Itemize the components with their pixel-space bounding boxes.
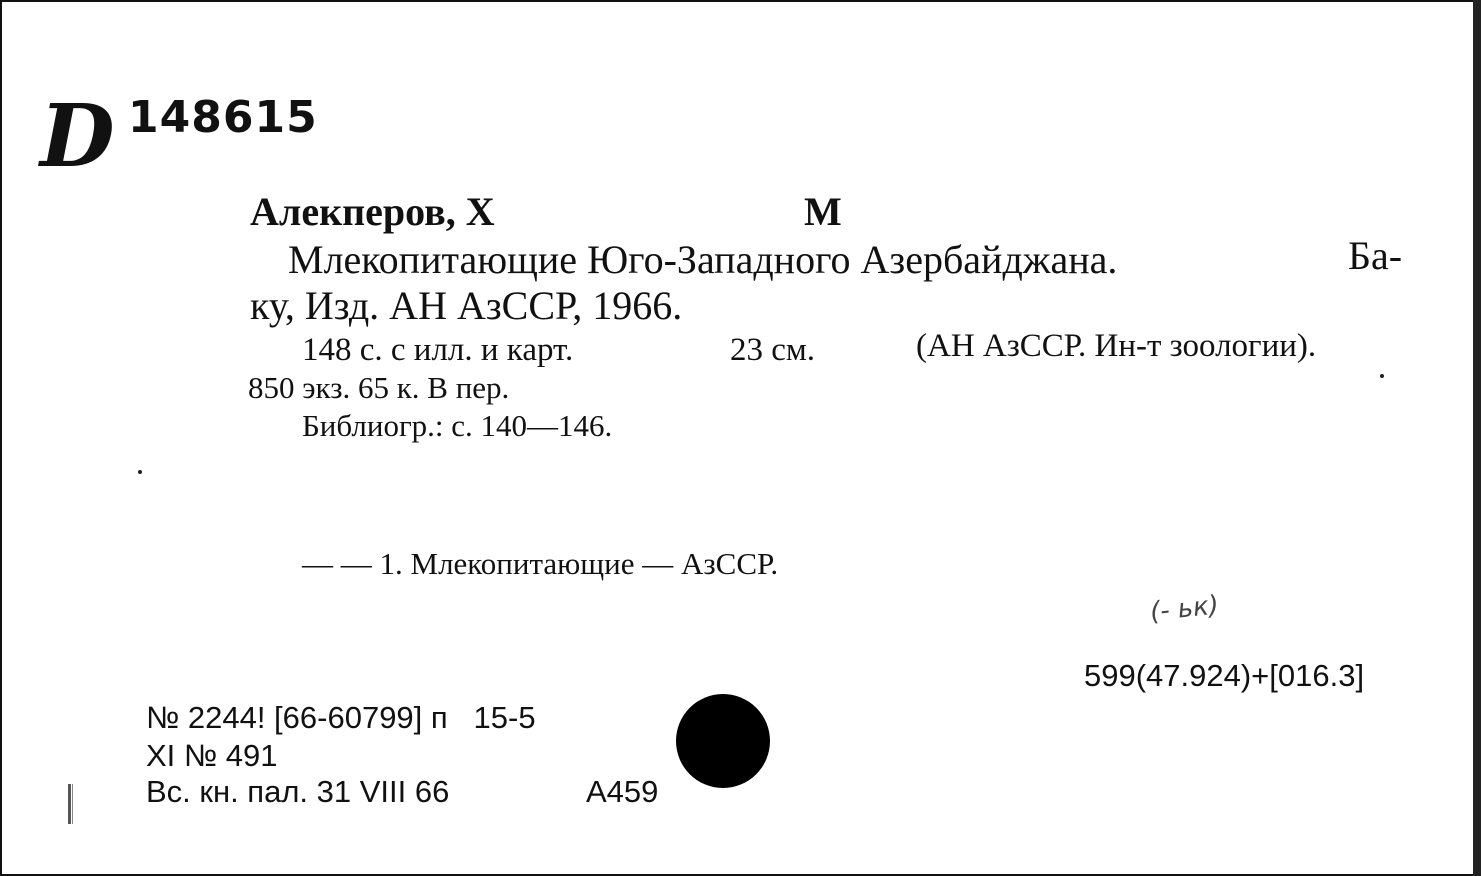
collation: 148 с. с илл. и карт. (302, 332, 574, 368)
call-number-letter: D (40, 86, 115, 187)
speck (1380, 374, 1384, 378)
handwritten-note: (- ьк) (1148, 590, 1221, 628)
book-title: Млекопитающие Юго-Западного Азербайджана. (288, 237, 1118, 282)
series-note: (АН АзССР. Ин-т зоологии). (916, 328, 1317, 364)
pencil-mark (72, 784, 73, 824)
author-name: Алекперов, Х (250, 189, 495, 234)
bibliography-note: Библиогр.: с. 140—146. (302, 408, 613, 443)
printing-order: № 2244! [66-60799] п 15-5 (146, 700, 536, 735)
printing-code: А459 (586, 774, 659, 809)
book-title-continuation: Ба- (1348, 233, 1403, 278)
classification-code: 599(47.924)+[016.3] (1084, 658, 1365, 693)
card-edge-shadow (1473, 0, 1481, 876)
printing-chamber-date: Вс. кн. пал. 31 VIII 66 (146, 774, 450, 809)
subject-heading: — — 1. Млекопитающие — АзССР. (302, 546, 779, 581)
call-number-digits: 148615 (128, 92, 318, 143)
printing-order-2: XI № 491 (146, 738, 278, 773)
speck (138, 470, 142, 474)
pencil-mark (68, 784, 71, 824)
print-run-price: 850 экз. 65 к. В пер. (248, 370, 510, 405)
author-initial: М (804, 189, 842, 234)
book-size: 23 см. (730, 332, 816, 368)
publication-info: ку, Изд. АН АзССР, 1966. (250, 283, 683, 328)
punch-hole (676, 694, 770, 788)
